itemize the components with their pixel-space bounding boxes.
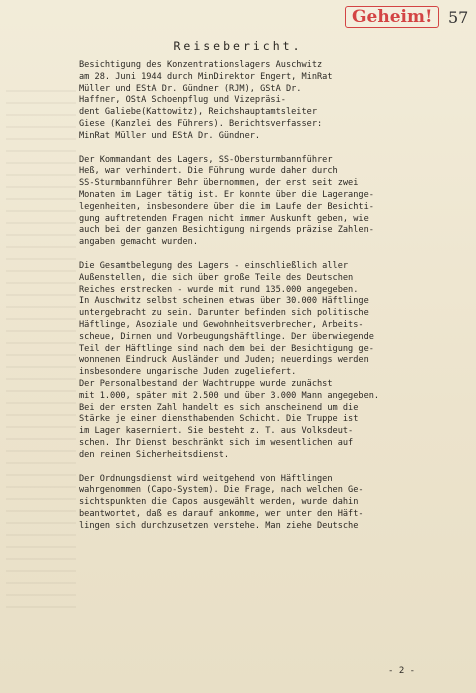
body-text	[79, 60, 454, 544]
reverse-side-bleed-through	[6, 90, 76, 610]
page-number: 57	[448, 8, 469, 27]
document-title: Reisebericht.	[173, 39, 303, 53]
paragraph-visit-header: Besichtigung des Konzentrationslagers Auschwitz am 28. Juni 1944 durch MinDirektor Engert, MinRat Müller und EStA Dr. Gündner (RJM), GStA Dr. Haffner, OStA Schoenpflug und Vizepräsi- dent Galiebe(Kattowitz), Reichshauptamtsleiter Giese (Kanzlei des Führers). Berichtsverfasser: MinRat Müller und EStA Dr. Gündner.	[79, 60, 333, 141]
paragraph-occupancy-guard: Die Gesamtbelegung des Lagers - einschließlich aller Außenstellen, die sich über große Teile des Deutschen Reiches erstrecken - wurde mit rund 135.000 angegeben. In Auschwitz selbst scheinen etwas über 30.000 Häftlinge untergebracht zu sein. Darunter befinden sich politische Häftlinge, Asoziale und Gewohnheitsverbrecher, Arbeits- scheue, Dirnen und Vorbeugungshäftlinge. Der überwiegende Teil der Häftlinge sind nach dem bei der Besichtigung ge- wonnenen Eindruck Ausländer und Juden; neuerdings werden insbesondere ungarische Juden zugeliefert. Der Personalbestand der Wachtruppe wurde zunächst mit 1.000, später mit 2.500 und über 3.000 Mann angegeben. Bei der ersten Zahl handelt es sich anscheinend um die Stärke je einer diensthabenden Schicht. Die Truppe ist im Lager kaserniert. Sie besteht z. T. aus Volksdeut- schen. Ihr Dienst beschränkt sich im wesentlichen auf den reinen Sicherheitsdienst.	[79, 260, 380, 460]
secret-stamp: Geheim!	[345, 6, 439, 28]
paragraph-order-service: Der Ordnungsdienst wird weitgehend von Häftlingen wahrgenommen (Capo-System). Die Frage, nach welchen Ge- sichtspunkten die Capos ausgewählt werden, wurde dahin beantwortet, daß es darauf ankomme, wer unter den Häft- lingen sich durchzusetzen verstehe. Man ziehe Deutsche	[79, 473, 364, 531]
paragraph-commandant: Der Kommandant des Lagers, SS-Obersturmbannführer Heß, war verhindert. Die Führung wurde daher durch SS-Sturmbannführer Behr übernommen, der erst seit zwei Monaten im Lager tätig ist. Er konnte über die Lagerange- legenheiten, insbesondere über die im Laufe der Besichti- gung auftretenden Fragen nicht immer Auskunft geben, wie auch bei der ganzen Besichtigung nirgends präzise Zahlen- angaben gemacht wurden.	[79, 154, 374, 248]
page-footer: - 2 -	[388, 666, 416, 676]
